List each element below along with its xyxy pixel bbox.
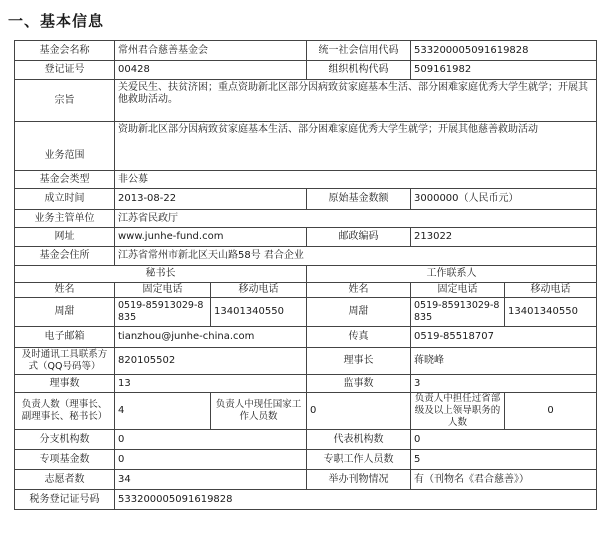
rep-count: 0 [411,430,597,450]
table-row [15,171,597,189]
liaison-mobile: 13401340550 [505,298,597,327]
rep-label: 代表机构数 [307,430,411,450]
scope-label: 业务范围 [15,122,115,171]
secretary-phone: 0519-85913029-8835 [115,298,211,327]
scope-text: 资助新北区部分因病致贫家庭基本生活、部分困难家庭优秀大学生就学；开展其他慈善救助活动 [115,122,597,171]
fund-amount: 3000000（人民币元） [411,189,597,210]
pub-label: 举办刊物情况 [307,470,411,490]
phone-col: 固定电话 [115,283,211,298]
chair-label: 理事长 [307,348,411,375]
table-row [15,41,597,61]
exgov-count: 0 [505,393,597,430]
zip-code: 213022 [411,228,597,247]
secretary-header: 秘书长 [15,266,307,283]
email: tianzhou@junhe-china.com [115,327,307,348]
name-col: 姓名 [307,283,411,298]
reg-label: 登记证号 [15,61,115,80]
volunteer-count: 34 [115,470,307,490]
section-title: 一、基本信息 [8,12,105,30]
basic-info-table [14,40,597,510]
table-row [15,247,597,266]
table-row [15,470,597,490]
liaison-phone: 0519-85913029-8835 [411,298,505,327]
credit-label: 统一社会信用代码 [307,41,411,61]
authority-label: 业务主管单位 [15,210,115,228]
publication: 有（刊物名《君合慈善》） [411,470,597,490]
reg-number: 00428 [115,61,307,80]
special-fund-count: 0 [115,450,307,470]
civil-label: 负责人中现任国家工作人员数 [211,393,307,430]
table-row [15,298,597,327]
table-row [15,189,597,210]
directors-count: 13 [115,375,307,393]
volunteer-label: 志愿者数 [15,470,115,490]
credit-code: 533200005091619828 [411,41,597,61]
table-row [15,266,597,283]
exgov-label: 负责人中担任过省部级及以上领导职务的人数 [411,393,505,430]
fund-label: 原始基金数额 [307,189,411,210]
foundation-type: 非公募 [115,171,597,189]
mobile-col: 移动电话 [211,283,307,298]
table-row [15,61,597,80]
founded-date: 2013-08-22 [115,189,307,210]
tax-label: 税务登记证号码 [15,490,115,510]
fax: 0519-85518707 [411,327,597,348]
im-label: 及时通讯工具联系方式（QQ号码等） [15,348,115,375]
special-fund-label: 专项基金数 [15,450,115,470]
table-row [15,283,597,298]
org-label: 组织机构代码 [307,61,411,80]
liaison-name: 周甜 [307,298,411,327]
branch-count: 0 [115,430,307,450]
table-row [15,430,597,450]
table-row [15,80,597,122]
purpose-text: 关爱民生、扶贫济困；重点资助新北区部分因病致贫家庭基本生活、部分困难家庭优秀大学生就学；开展其他救助活动。 [115,80,597,122]
table-row [15,327,597,348]
address: 江苏省常州市新北区天山路58号 君合企业 [115,247,597,266]
type-label: 基金会类型 [15,171,115,189]
branch-label: 分支机构数 [15,430,115,450]
table-row [15,375,597,393]
liaison-header: 工作联系人 [307,266,597,283]
im-account: 820105502 [115,348,307,375]
email-label: 电子邮箱 [15,327,115,348]
name-col: 姓名 [15,283,115,298]
secretary-name: 周甜 [15,298,115,327]
staff-label: 专职工作人员数 [307,450,411,470]
table-row [15,393,597,430]
table-row [15,122,597,171]
purpose-label: 宗旨 [15,80,115,122]
table-row [15,348,597,375]
secretary-mobile: 13401340550 [211,298,307,327]
tax-number: 533200005091619828 [115,490,597,510]
zip-label: 邮政编码 [307,228,411,247]
website: www.junhe-fund.com [115,228,307,247]
chair-name: 蒋晓峰 [411,348,597,375]
directors-label: 理事数 [15,375,115,393]
staff-count: 5 [411,450,597,470]
leaders-count: 4 [115,393,211,430]
leaders-label: 负责人数（理事长、副理事长、秘书长） [15,393,115,430]
name-label: 基金会名称 [15,41,115,61]
table-row [15,490,597,510]
site-label: 网址 [15,228,115,247]
table-row [15,210,597,228]
table-row [15,228,597,247]
fax-label: 传真 [307,327,411,348]
phone-col: 固定电话 [411,283,505,298]
founded-label: 成立时间 [15,189,115,210]
mobile-col: 移动电话 [505,283,597,298]
foundation-name: 常州君合慈善基金会 [115,41,307,61]
authority: 江苏省民政厅 [115,210,597,228]
supervisors-count: 3 [411,375,597,393]
addr-label: 基金会住所 [15,247,115,266]
org-code: 509161982 [411,61,597,80]
civil-count: 0 [307,393,411,430]
supervisors-label: 监事数 [307,375,411,393]
table-row [15,450,597,470]
